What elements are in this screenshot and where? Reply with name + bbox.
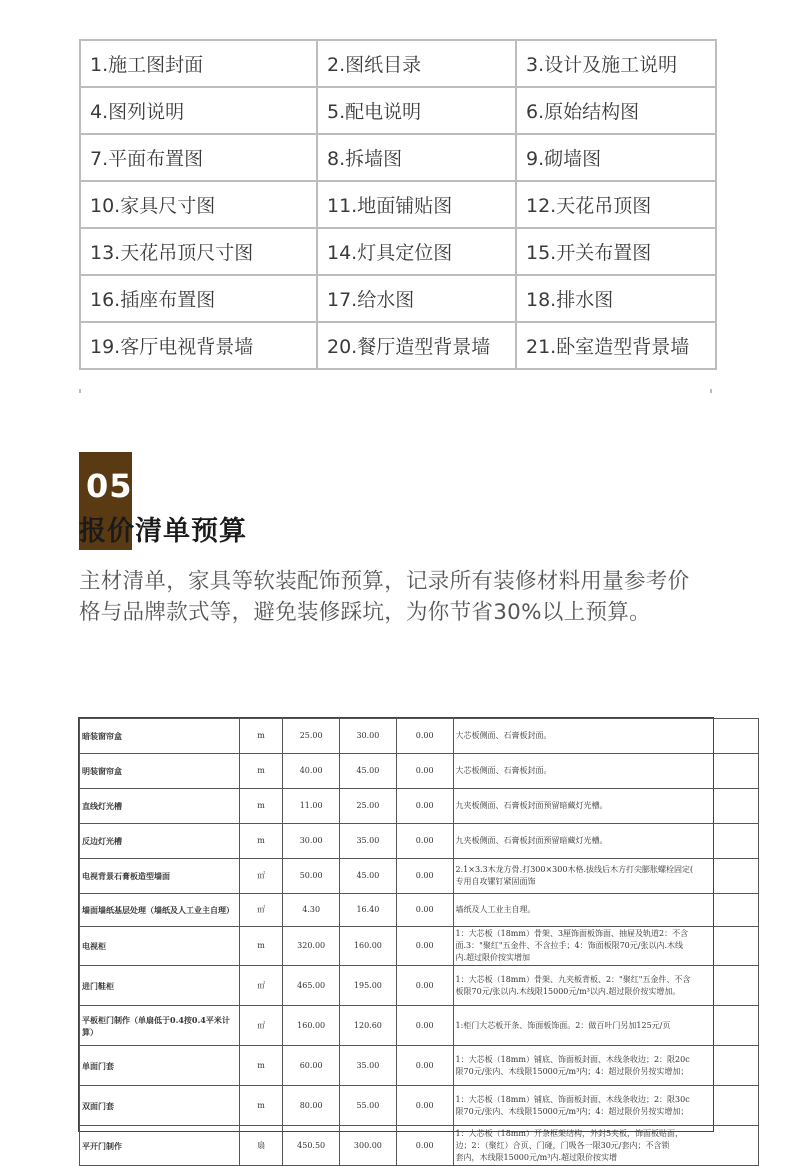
budget-note-line: 专用自攻镙钉紧固面饰 [455,877,536,886]
budget-item-unit: m [239,789,282,824]
budget-row [80,754,759,789]
drawing-cell: 13.天花吊顶尺寸图 [80,228,317,275]
budget-item-name: 进门鞋柜 [80,966,240,1006]
drawing-row [80,40,716,87]
drawing-cell: 21.卧室造型背景墙 [516,322,716,369]
budget-item-qty: 320.00 [283,927,340,966]
budget-item-note [453,754,758,789]
budget-item-qty: 465.00 [283,966,340,1006]
budget-item-qty: 4.30 [283,894,340,927]
budget-item-qty: 80.00 [283,1086,340,1126]
budget-item-total: 0.00 [396,859,453,894]
budget-item-qty: 160.00 [283,1006,340,1046]
budget-item-note [453,859,758,894]
budget-item-note [453,719,758,754]
budget-row [80,824,759,859]
budget-note-line: 2.1×3.3木龙方骨.打300×300木格.拔线后木方打尖膨胀螺栓固定( [455,865,694,874]
drawing-cell: 4.图列说明 [80,87,317,134]
drawing-row [80,181,716,228]
budget-row [80,859,759,894]
budget-note-line: 1：大芯板（18mm）开条框架结构，外封5夹板，饰面板贴面， [455,1128,684,1138]
budget-note-line: 大芯板侧面、石膏板封面。 [455,766,552,775]
budget-item-price: 120.60 [340,1006,397,1046]
drawing-row [80,228,716,275]
budget-item-unit: ㎡ [239,894,282,927]
budget-item-name: 平开门制作 [80,1126,240,1166]
budget-item-total: 0.00 [396,1046,453,1086]
budget-item-note [453,1006,758,1046]
budget-row [80,1126,759,1166]
budget-item-price: 35.00 [340,824,397,859]
budget-item-note [453,789,758,824]
budget-note-line: 边；2：（聚红）合页、门碰，门吸各一限30元/套内；不含锁 [455,1140,670,1150]
budget-item-unit: m [239,824,282,859]
budget-item-unit: m [239,1086,282,1126]
budget-table [79,718,759,1166]
budget-note-line: 1：大芯板（18mm）铺底、饰面板封面、木线条收边；2：限20c [455,1054,690,1064]
budget-item-name: 墙面墙纸基层处理（墙纸及人工业主自理） [80,894,240,927]
budget-item-total: 0.00 [396,1086,453,1126]
budget-item-note [453,1046,758,1086]
budget-row [80,719,759,754]
budget-row [80,789,759,824]
budget-item-unit: ㎡ [239,966,282,1006]
drawing-cell: 8.拆墙图 [317,134,516,181]
budget-row [80,927,759,966]
drawing-list-continuation [79,389,712,393]
budget-row [80,894,759,927]
budget-item-total: 0.00 [396,1126,453,1166]
budget-item-name: 反边灯光槽 [80,824,240,859]
budget-item-total: 0.00 [396,719,453,754]
budget-item-qty: 11.00 [283,789,340,824]
budget-note-line: 1:柜门大芯板开条、饰面板饰面。2：做百叶门另加125元/页 [455,1020,671,1030]
budget-item-qty: 60.00 [283,1046,340,1086]
budget-item-note [453,927,758,966]
budget-note-line: 1：大芯板（18mm）骨架、九夹板背板、2："聚红"五金件、不含 [455,974,691,984]
budget-item-unit: ㎡ [239,1006,282,1046]
section-title: 报价清单预算 [79,516,247,547]
budget-note-line: 大芯板侧面、石膏板封面。 [455,731,552,740]
budget-item-price: 45.00 [340,754,397,789]
budget-item-name: 单面门套 [80,1046,240,1086]
drawing-cell: 18.排水图 [516,275,716,322]
budget-item-note [453,1086,758,1126]
drawing-cell: 7.平面布置图 [80,134,317,181]
budget-note-line: 九夹板侧面、石膏板封面预留暗藏灯光槽。 [455,801,608,810]
budget-note-line: 板限70元/张以内.木线限15000元/m³以内.超过限价按实增加。 [455,986,681,996]
budget-item-name: 双面门套 [80,1086,240,1126]
drawing-row [80,134,716,181]
budget-item-qty: 40.00 [283,754,340,789]
budget-note-line: 墙纸及人工业主自理。 [455,905,536,914]
budget-item-total: 0.00 [396,789,453,824]
drawing-cell: 3.设计及施工说明 [516,40,716,87]
budget-item-total: 0.00 [396,754,453,789]
budget-item-qty: 450.50 [283,1126,340,1166]
drawing-cell: 10.家具尺寸图 [80,181,317,228]
budget-note-line: 九夹板侧面、石膏板封面预留暗藏灯光槽。 [455,836,608,845]
budget-note-line: 面.3："聚红"五金件、不含拉手；4：饰面板限70元/张以内.木线 [455,941,684,950]
budget-row [80,1046,759,1086]
budget-item-price: 16.40 [340,894,397,927]
budget-note-line: 1：大芯板（18mm）骨架、3厘饰面板饰面、抽屉及轨道2：不含 [455,929,689,938]
budget-item-name: 暗装窗帘盒 [80,719,240,754]
budget-item-name: 直线灯光槽 [80,789,240,824]
budget-item-total: 0.00 [396,966,453,1006]
budget-item-qty: 25.00 [283,719,340,754]
drawing-cell: 2.图纸目录 [317,40,516,87]
budget-item-unit: m [239,754,282,789]
drawing-row [80,275,716,322]
budget-item-price: 55.00 [340,1086,397,1126]
budget-note-line: 1：大芯板（18mm）铺底、饰面板封面、木线条收边；2：限30c [455,1094,690,1104]
drawing-cell: 14.灯具定位图 [317,228,516,275]
budget-item-price: 25.00 [340,789,397,824]
budget-item-name: 明装窗帘盒 [80,754,240,789]
budget-item-unit: ㎡ [239,859,282,894]
drawing-cell: 12.天花吊顶图 [516,181,716,228]
drawing-cell: 5.配电说明 [317,87,516,134]
section-number: 05 [86,467,133,505]
drawing-cell: 11.地面铺贴图 [317,181,516,228]
budget-item-unit: m [239,1046,282,1086]
drawing-row [80,87,716,134]
budget-note-line: 套内，木线限15000元/m³内.超过限价按实增 [455,1152,617,1162]
budget-item-total: 0.00 [396,894,453,927]
budget-row [80,1006,759,1046]
budget-item-name: 平板柜门制作（单扇低于0.4按0.4平米计算） [80,1006,240,1046]
budget-item-unit: 扇 [239,1126,282,1166]
drawing-cell: 6.原始结构图 [516,87,716,134]
budget-item-price: 30.00 [340,719,397,754]
budget-item-qty: 30.00 [283,824,340,859]
budget-item-total: 0.00 [396,927,453,966]
budget-item-note [453,1126,758,1166]
budget-item-name: 电视柜 [80,927,240,966]
budget-item-unit: m [239,719,282,754]
drawing-cell: 17.给水图 [317,275,516,322]
budget-item-note [453,966,758,1006]
budget-item-price: 195.00 [340,966,397,1006]
budget-item-qty: 50.00 [283,859,340,894]
drawing-row [80,322,716,369]
budget-item-unit: m [239,927,282,966]
budget-note-line: 限70元/张内、木线限15000元/m³内；4：超过限价另按实增加； [455,1106,689,1116]
budget-row [80,966,759,1006]
section-description: 主材清单，家具等软装配饰预算，记录所有装修材料用量参考价格与品牌款式等，避免装修踩坑，为你节省30%以上预算。 [79,569,690,625]
budget-item-price: 35.00 [340,1046,397,1086]
drawing-cell: 15.开关布置图 [516,228,716,275]
budget-item-note [453,824,758,859]
drawing-cell: 19.客厅电视背景墙 [80,322,317,369]
budget-item-price: 300.00 [340,1126,397,1166]
budget-item-price: 45.00 [340,859,397,894]
drawing-cell: 20.餐厅造型背景墙 [317,322,516,369]
drawing-cell: 1.施工图封面 [80,40,317,87]
budget-note-line: 内.超过限价按实增加 [455,953,531,962]
budget-row [80,1086,759,1126]
drawing-cell: 16.插座布置图 [80,275,317,322]
budget-item-total: 0.00 [396,1006,453,1046]
budget-item-price: 160.00 [340,927,397,966]
drawing-list-table [79,39,717,370]
budget-item-name: 电视背景石膏板造型墙面 [80,859,240,894]
budget-item-note [453,894,758,927]
budget-item-total: 0.00 [396,824,453,859]
budget-note-line: 限70元/张内、木线限15000元/m³内；4：超过限价另按实增加； [455,1066,689,1076]
drawing-cell: 9.砌墙图 [516,134,716,181]
budget-table-image [78,717,714,1162]
